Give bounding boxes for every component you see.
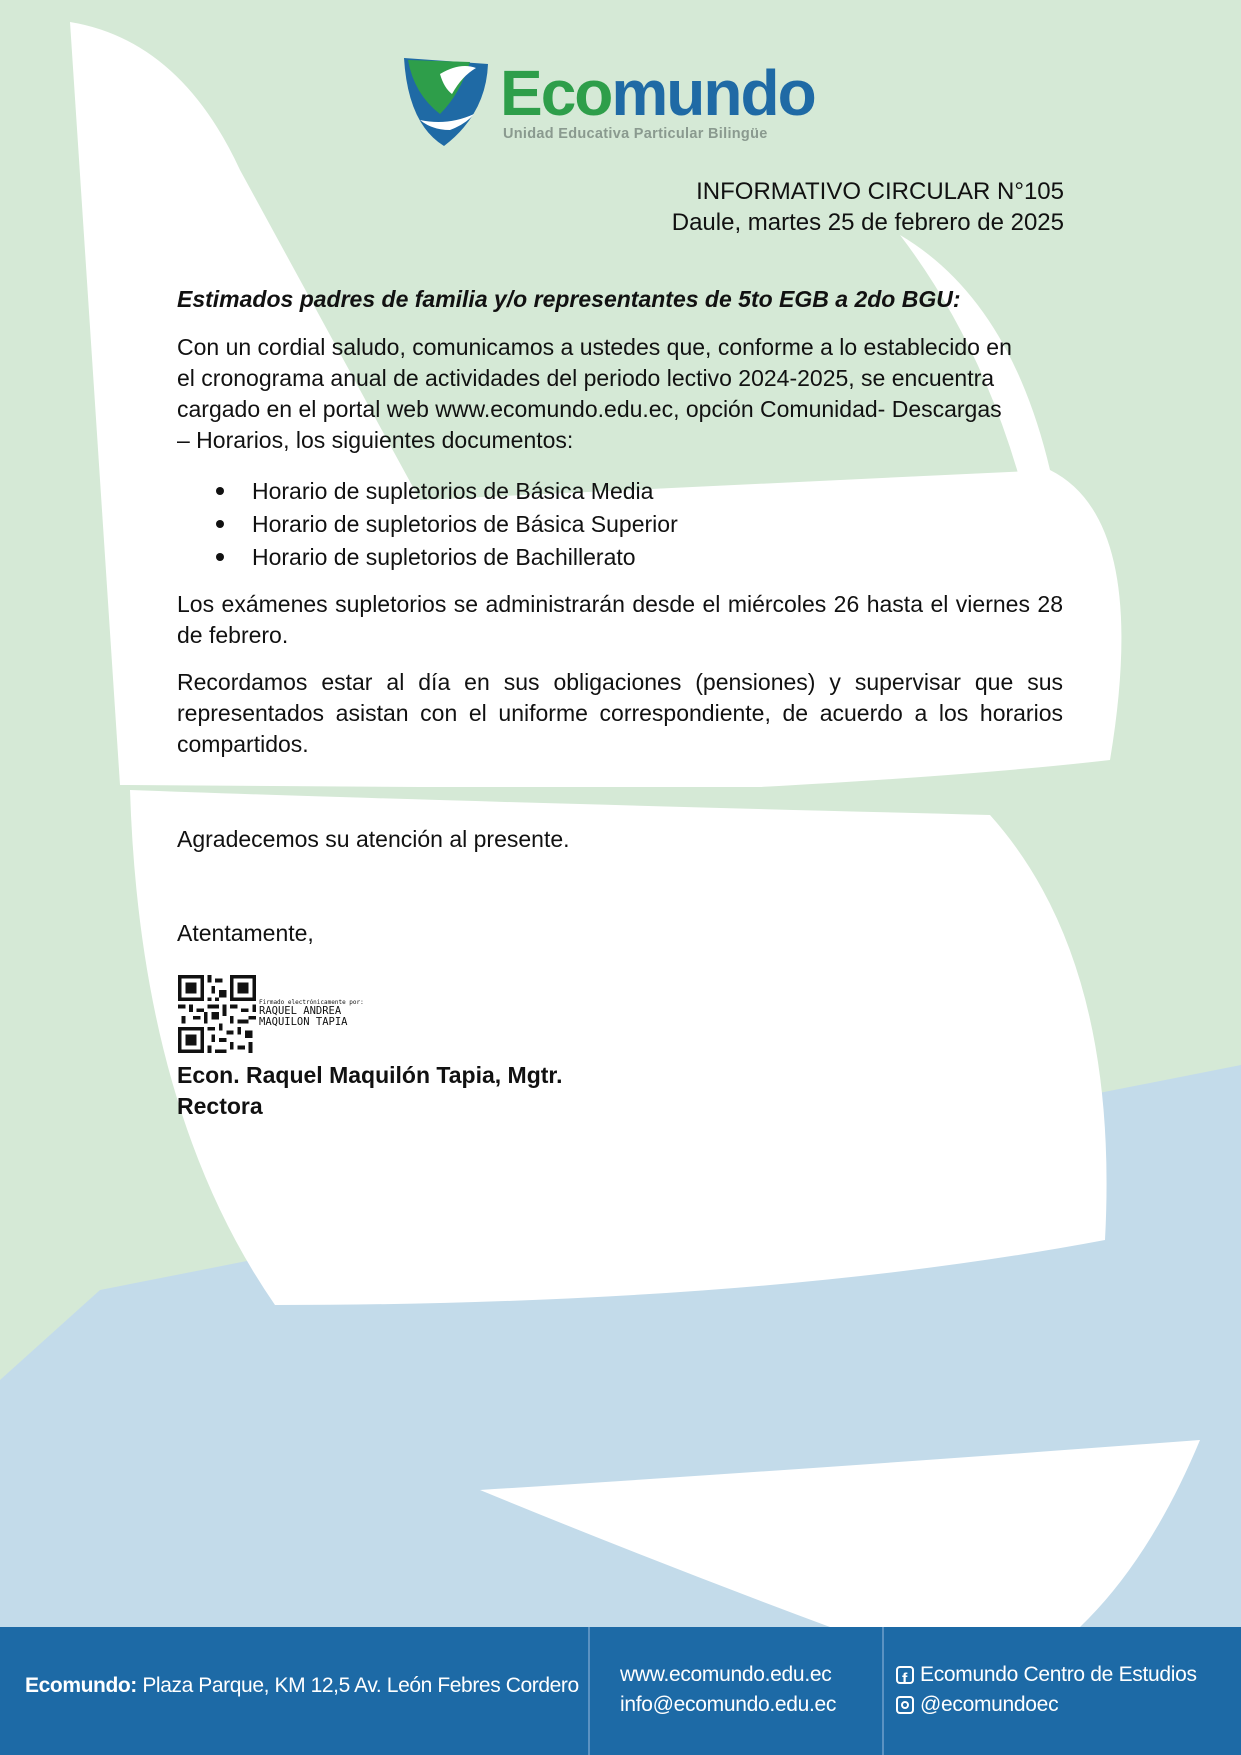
electronic-signature xyxy=(177,975,397,1055)
list-item: Horario de supletorios de Básica Media xyxy=(216,475,678,508)
bullet-icon xyxy=(216,487,224,495)
signature-stamp-text xyxy=(259,999,364,1028)
list-item: Horario de supletorios de Bachillerato xyxy=(216,541,678,574)
facebook-icon: f xyxy=(896,1666,914,1684)
intro-line: – Horarios, los siguientes documentos: xyxy=(177,427,574,453)
footer-social xyxy=(896,1660,1197,1720)
reminder-paragraph: Recordamos estar al día en sus obligaciones (pensiones) y supervisar que sus representados asistan con el uniforme correspondiente, de acuerdo a los horarios compartidos. xyxy=(177,669,1063,757)
exam-dates-paragraph: Los exámenes supletorios se administrarán desde el miércoles 26 hasta el viernes 28 de febrero. xyxy=(177,591,1063,648)
qr-code-icon xyxy=(177,975,257,1053)
footer-divider xyxy=(882,1627,884,1755)
documents-list xyxy=(216,475,678,574)
date-line: Daule, martes 25 de febrero de 2025 xyxy=(671,209,1064,236)
intro-line: cargado en el portal web www.ecomundo.edu.ec, opción Comunidad- Descargas xyxy=(177,396,1002,422)
list-item: Horario de supletorios de Básica Superior xyxy=(216,508,678,541)
logo-wordmark: Ecomundo xyxy=(500,57,815,129)
footer-divider xyxy=(588,1627,590,1755)
footer-brand: Ecomundo: xyxy=(25,1674,137,1697)
signer-name: Econ. Raquel Maquilón Tapia, Mgtr. xyxy=(177,1062,563,1088)
ecomundo-logo xyxy=(400,54,820,150)
intro-line: Con un cordial saludo, comunicamos a ustedes que, conforme a lo establecido en xyxy=(177,334,1012,360)
leaf-shield-icon xyxy=(400,54,492,150)
footer-web-contacts xyxy=(620,1660,836,1720)
bullet-icon xyxy=(216,520,224,528)
footer-bar xyxy=(0,1627,1241,1755)
stamp-caption: Firmado electrónicamente por: xyxy=(259,999,364,1006)
bullet-icon xyxy=(216,553,224,561)
footer-website-link[interactable]: www.ecomundo.edu.ec xyxy=(620,1663,832,1686)
footer-email-link[interactable]: info@ecomundo.edu.ec xyxy=(620,1693,837,1716)
stamp-name-line: RAQUEL ANDREA xyxy=(259,1005,342,1017)
footer-instagram[interactable]: @ecomundoec xyxy=(896,1690,1197,1720)
intro-line: el cronograma anual de actividades del periodo lectivo 2024-2025, se encuentra xyxy=(177,365,995,391)
circular-number: INFORMATIVO CIRCULAR N°105 xyxy=(696,178,1064,205)
footer-facebook[interactable]: f Ecomundo Centro de Estudios xyxy=(896,1660,1197,1690)
greeting: Estimados padres de familia y/o representantes de 5to EGB a 2do BGU: xyxy=(177,286,961,312)
thanks-line: Agradecemos su atención al presente. xyxy=(177,826,570,852)
footer-address xyxy=(25,1674,579,1698)
signer-block xyxy=(177,1060,563,1122)
instagram-icon xyxy=(896,1696,914,1714)
signer-title: Rectora xyxy=(177,1093,263,1119)
intro-paragraph xyxy=(177,332,1079,456)
closing-line: Atentamente, xyxy=(177,920,314,946)
footer-address-text: Plaza Parque, KM 12,5 Av. León Febres Cordero xyxy=(136,1674,579,1697)
stamp-name-line: MAQUILON TAPIA xyxy=(259,1016,348,1028)
logo-subtitle: Unidad Educativa Particular Bilingüe xyxy=(503,126,768,142)
circular-header xyxy=(672,176,1064,238)
